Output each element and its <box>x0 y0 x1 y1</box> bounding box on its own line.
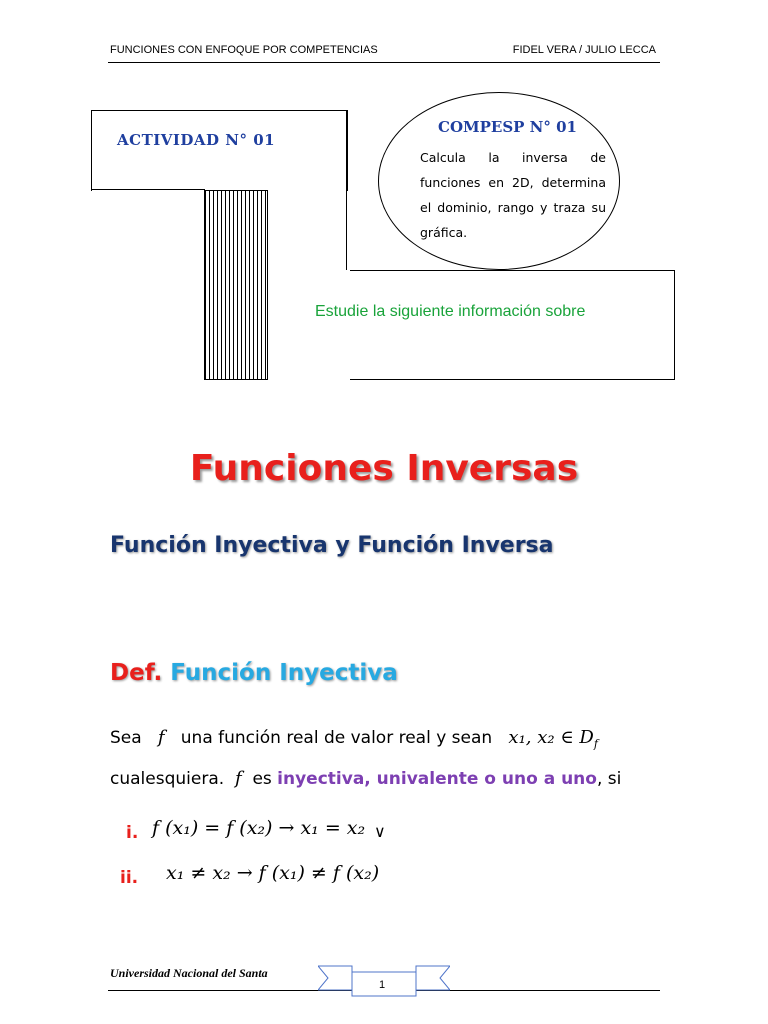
definition-heading <box>110 660 398 686</box>
hatched-column <box>204 190 268 380</box>
study-text: Estudie la siguiente información sobre <box>315 303 586 320</box>
text-cualesquiera: cualesquiera. <box>110 769 225 789</box>
header-divider <box>108 62 660 63</box>
text-es: es <box>252 769 272 789</box>
activity-label: ACTIVIDAD N° 01 <box>117 131 276 149</box>
footer-university: Universidad Nacional del Santa <box>110 966 268 980</box>
math-f: f <box>157 727 165 748</box>
page-number: 1 <box>378 979 386 991</box>
math-domain-condition: x₁, x₂ ∈ D <box>508 727 594 748</box>
study-frame <box>350 270 675 380</box>
activity-frame-bottom <box>91 189 205 190</box>
highlight-terms: inyectiva, univalente o uno a uno <box>277 769 597 789</box>
text-si: , si <box>596 769 622 789</box>
header-course-title: FUNCIONES CON ENFOQUE POR COMPETENCIAS <box>110 44 378 56</box>
definition-prefix: Def. <box>110 660 163 686</box>
formula-ii: x₁ ≠ x₂ → f (x₁) ≠ f (x₂) <box>166 862 380 884</box>
text-definition: una función real de valor real y sean <box>180 728 493 748</box>
section-subtitle: Función Inyectiva y Función Inversa <box>110 533 554 558</box>
item-label-i: i. <box>126 823 139 843</box>
formula-i: f (x₁) = f (x₂) → x₁ = x₂ <box>152 817 366 839</box>
text-sea: Sea <box>110 728 142 748</box>
page-title: Funciones Inversas <box>189 448 579 489</box>
header-authors: FIDEL VERA / JULIO LECCA <box>512 44 656 56</box>
or-connector: ∨ <box>374 822 386 841</box>
definition-paragraph-line-2 <box>110 768 621 789</box>
definition-paragraph-line-1 <box>110 727 598 750</box>
compesp-description: Calcula la inversa de funciones en 2D, determina el dominio, rango y traza su gráfica. <box>420 150 606 240</box>
compesp-title: COMPESP N° 01 <box>438 118 577 136</box>
activity-frame-right <box>346 110 347 270</box>
item-label-ii: ii. <box>120 868 139 888</box>
math-f-2: f <box>234 768 242 789</box>
math-domain-subscript: f <box>593 737 598 751</box>
definition-term: Función Inyectiva <box>170 660 398 686</box>
activity-frame <box>91 110 348 191</box>
